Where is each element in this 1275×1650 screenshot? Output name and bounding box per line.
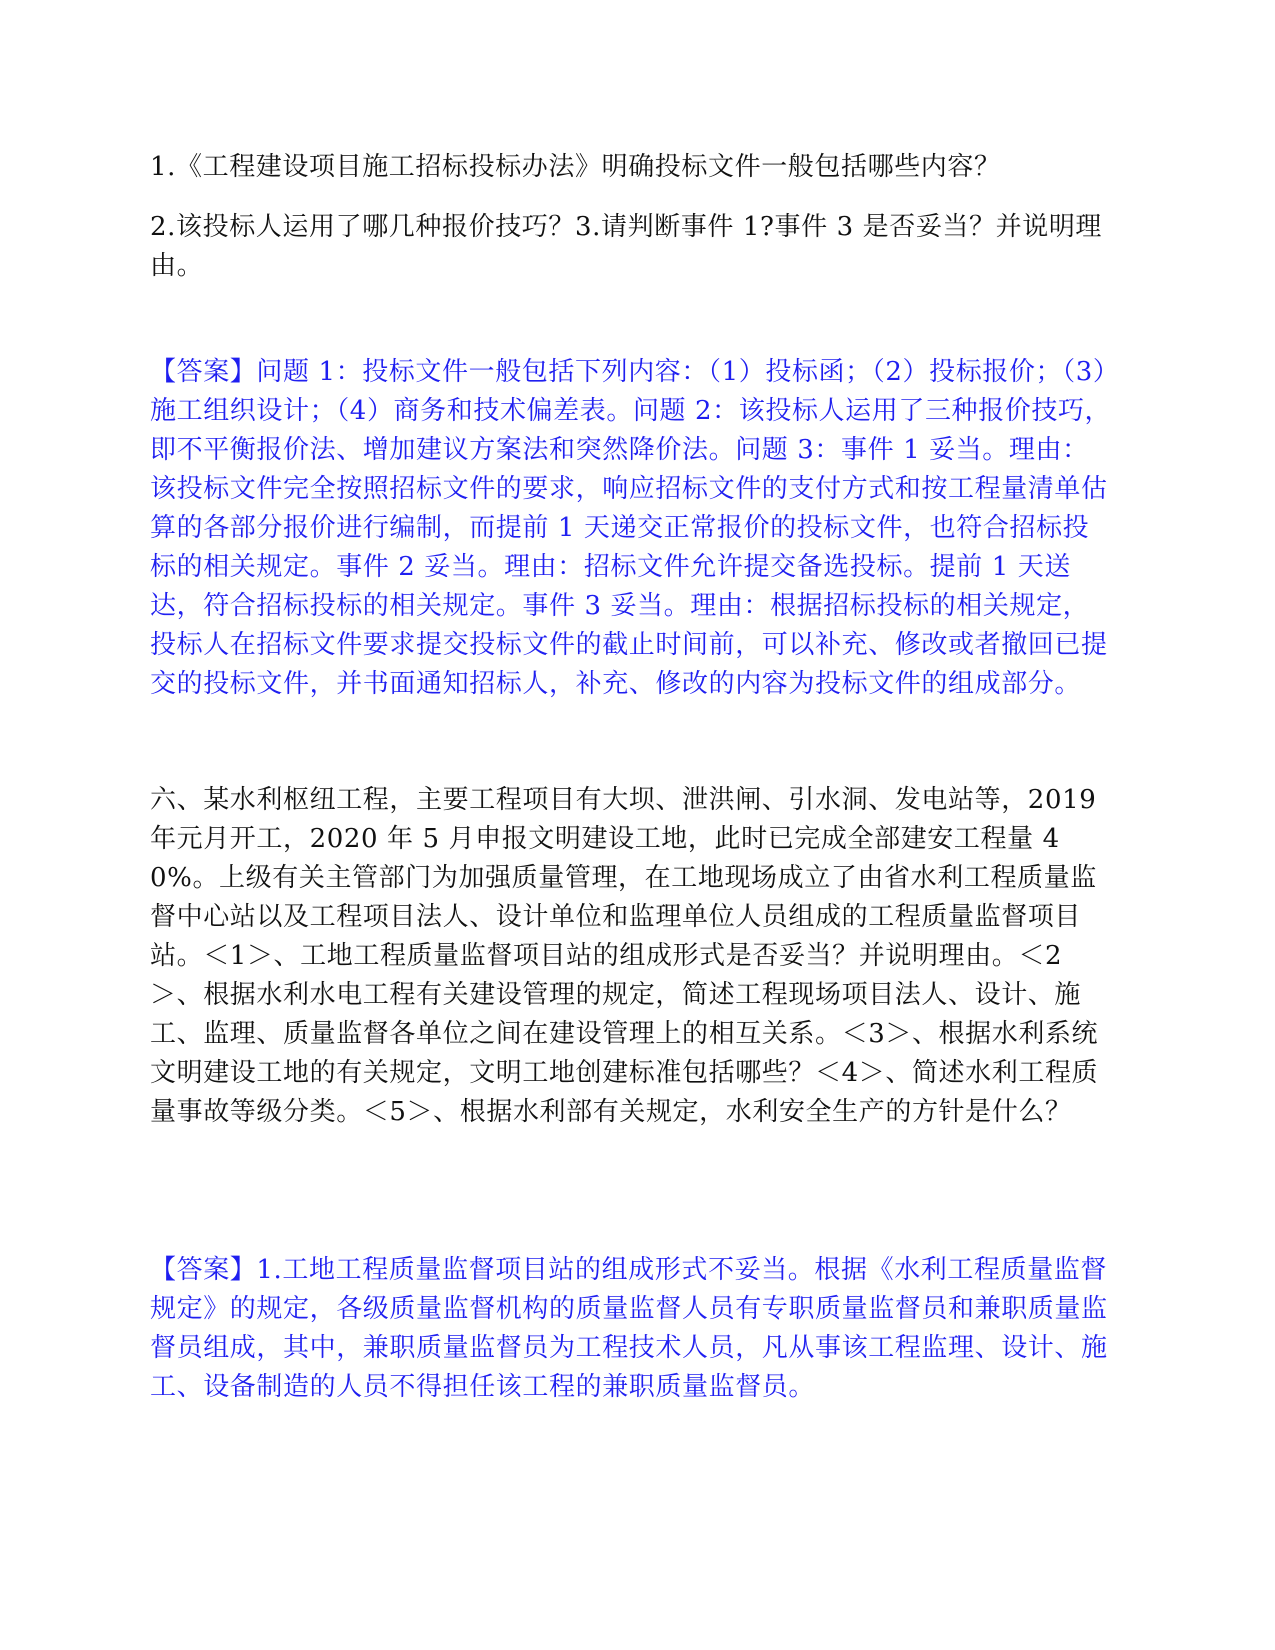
question-1: 1.《工程建设项目施工招标投标办法》明确投标文件一般包括哪些内容？ <box>150 152 1001 182</box>
question-2-3: 2.该投标人运用了哪几种报价技巧？3.请判断事件 1?事件 3 是否妥当？并说明理由。 <box>150 212 1103 281</box>
question-6: 六、某水利枢纽工程，主要工程项目有大坝、泄洪闸、引水洞、发电站等，2019 年元月开工，2020 年 5 月申报文明建设工地，此时已完成全部建安工程量 40%。上级有关主管部门为加强质量管理，在工地现场成立了由省水利工程质量监督中心站以及工程项目法人、设计单位和监理单位人员组成的工程质量监督项目站。＜1＞、工地工程质量监督项目站的组成形式是否妥当？并说明理由。＜2＞、根据水利水电工程有关建设管理的规定，简述工程现场项目法人、设计、施工、监理、质量监督各单位之间在建设管理上的相互关系。＜3＞、根据水利系统文明建设工地的有关规定，文明工地创建标准包括哪些？＜4＞、简述水利工程质量事故等级分类。＜5＞、根据水利部有关规定，水利安全生产的方针是什么？ <box>150 785 1099 1127</box>
answer-section-1: 【答案】问题 1：投标文件一般包括下列内容：（1）投标函；（2）投标报价；（3）施工组织设计；（4）商务和技术偏差表。问题 2：该投标人运用了三种报价技巧，即不平衡报价法、增加建议方案法和突然降价法。问题 3：事件 1 妥当。理由：该投标文件完全按照招标文件的要求，响应招标文件的支付方式和按工程量清单估算的各部分报价进行编制，而提前 1 天递交正常报价的投标文件，也符合招标投标的相关规定。事件 2 妥当。理由：招标文件允许提交备选投标。提前 1 天送达，符合招标投标的相关规定。事件 3 妥当。理由：根据招标投标的相关规定，投标人在招标文件要求提交投标文件的截止时间前，可以补充、修改或者撤回已提交的投标文件，并书面通知招标人，补充、修改的内容为投标文件的组成部分。 <box>150 357 1112 699</box>
answer-section-6: 【答案】1.工地工程质量监督项目站的组成形式不妥当。根据《水利工程质量监督规定》的规定，各级质量监督机构的质量监督人员有专职质量监督员和兼职质量监督员组成，其中，兼职质量监督员为工程技术人员，凡从事该工程监理、设计、施工、设备制造的人员不得担任该工程的兼职质量监督员。 <box>150 1255 1108 1402</box>
